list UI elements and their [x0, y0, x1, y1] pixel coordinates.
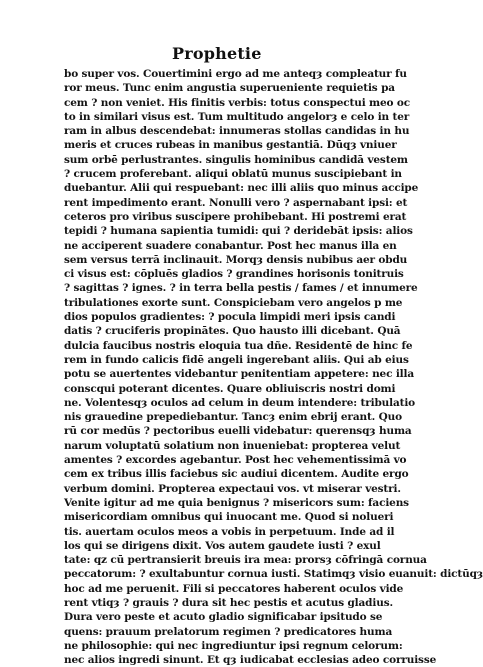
text-line: Dura vero peste et acuto gladio significabar ipsitudo se — [64, 611, 383, 624]
text-line: narum voluptatū solatium non inueniebat: propterea velut — [64, 439, 401, 452]
text-line: to in similari visus est. Tum multitudo angelorȝ e celo in ter — [64, 110, 410, 123]
text-line: ? crucem proferebant. aliqui oblatū munus suscipiebant in — [64, 168, 402, 181]
text-line: bo super vos. Couertimini ergo ad me anteqȝ compleatur fu — [64, 68, 407, 80]
text-line: ne. Volentesqȝ oculos ad celum in deum intendere: tribulatio — [64, 396, 416, 409]
text-line: cem ex tribus illis faciebus sic audiui dicentem. Audite ergo — [64, 468, 409, 481]
text-line: ne acciperent suadere conabantur. Post hec manus illa en — [64, 239, 397, 252]
text-line: los qui se dirigens dixit. Vos autem gaudete iusti ? exul — [64, 539, 381, 552]
text-line: conscqui poterant dicentes. Quare obliuiscris nostri domi — [64, 382, 396, 395]
text-line: hoc ad me peruenit. Fili si peccatores haberent oculos vide — [64, 582, 404, 595]
text-line: duebantur. Alii qui respuebant: nec illi aliis quo minus accipe — [64, 182, 419, 195]
text-line: sum orbē perlustrantes. singulis hominibus candidā vestem — [64, 153, 408, 166]
text-line: tate: qz cū pertransierit breuis ira mea: prorsȝ cōfringā cornua — [64, 554, 427, 567]
text-line: dulcia faucibus nostris eloquia tua dñe. Residentē de hinc fe — [64, 339, 413, 352]
text-line: verbum domini. Propterea expectaui vos. vt miserar vestri. — [64, 482, 401, 495]
text-line: ? sagittas ? ignes. ? in terra bella pestis / fames / et innumere — [64, 282, 418, 295]
text-line: peccatorum: ? exultabuntur cornua iusti. Statimqȝ visio euanuit: dictūqȝ — [64, 568, 483, 581]
body-text — [64, 67, 483, 667]
text-line: ne philosophie: qui nec ingrediuntur ipsi regnum celorum: — [64, 639, 403, 652]
text-line: amentes ? excordes agebantur. Post hec vehementissimā vo — [64, 454, 407, 467]
text-line: nis grauedine prepediebantur. Tancȝ enim ebrij erant. Quo — [64, 411, 402, 424]
text-line: ror meus. Tunc enim angustia superueniente requietis pa — [64, 82, 395, 95]
text-line: datis ? cruciferis propinātes. Quo hausto illi dicebant. Quā — [64, 325, 401, 338]
text-line: rū cor medūs ? pectoribus euelli videbatur: querensqȝ huma — [64, 425, 412, 438]
text-line: ci visus est: cōpluēs gladios ? grandines horisonis tonitruis — [64, 268, 404, 281]
text-line: potu se auertentes videbantur penitentiam appetere: nec illa — [64, 368, 414, 381]
text-line: tribulationes exorte sunt. Conspiciebam vero angelos p me — [64, 296, 403, 309]
text-line: dios populos gradientes: ? pocula limpidi meri ipsis candi — [64, 311, 396, 324]
running-head: Prophetie — [172, 44, 262, 63]
text-line: Venite igitur ad me quia benignus ? misericors sum: faciens — [64, 496, 409, 509]
text-line: misericordiam omnibus qui inuocant me. Quod si nolueri — [64, 511, 394, 524]
text-line: rem in fundo calicis fidē angeli ingerebant aliis. Qui ab eius — [64, 353, 409, 366]
text-line: sem versus terrā inclinauit. Morqȝ densis nubibus aer obdu — [64, 253, 408, 266]
text-line: rent impedimento erant. Nonulli vero ? aspernabant ipsi: et — [64, 196, 408, 209]
text-line: cem ? non veniet. His finitis verbis: totus conspectui meo oc — [64, 96, 411, 109]
text-line: tepidi ? humana sapientia tumidi: qui ? deridebāt ipsis: alios — [64, 225, 413, 238]
text-line: nec alios ingredi sinunt. Et qȝ iudicabat ecclesias adeo corruisse — [64, 654, 437, 667]
text-line: ceteros pro viribus suscipere prohibebant. Hi postremi erat — [64, 210, 407, 223]
text-line: meris et cruces rubeas in manibus gestantiā. Dūqȝ vniuer — [64, 139, 397, 152]
text-line: rent vtiqȝ ? grauis ? dura sit hec pestis et acutus gladius. — [64, 596, 393, 609]
text-line: tis. auertam oculos meos a vobis in perpetuum. Inde ad il — [64, 525, 395, 538]
text-line: ram in albus descendebat: innumeras stollas candidas in hu — [64, 125, 410, 138]
text-line: quens: prauum prelatorum regimen ? predicatores huma — [64, 625, 393, 638]
